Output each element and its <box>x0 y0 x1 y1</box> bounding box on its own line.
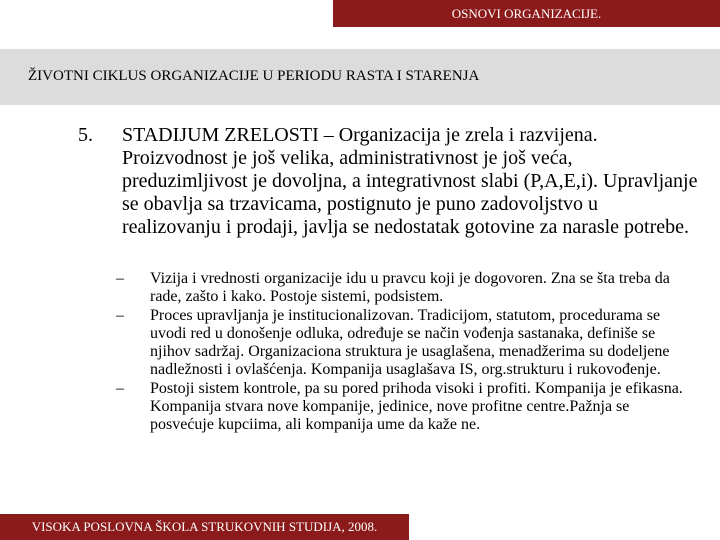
footer-bar <box>0 514 409 540</box>
sub-point-text: Postoji sistem kontrole, pa su pored prihoda visoki i profiti. Kompanija je efikasna. Kompanija stvara nove kompanije, jedinice, nove profitne centre.Pažnja se posvećuje kupciima, ali kompanija ume da kaže ne. <box>150 379 683 434</box>
dash-bullet: – <box>116 379 124 397</box>
main-point <box>78 124 698 239</box>
header-label: OSNOVI ORGANIZACIJE. <box>451 6 602 21</box>
footer-label: VISOKA POSLOVNA ŠKOLA STRUKOVNIH STUDIJA, 2008. <box>31 519 378 534</box>
slide-title: ŽIVOTNI CIKLUS ORGANIZACIJE U PERIODU RASTA I STARENJA <box>28 68 480 84</box>
sub-point-text: Vizija i vrednosti organizacije idu u pravcu koji je dogovoren. Zna se šta treba da rade, zašto i kako. Postoje sistemi, podsistem. <box>150 270 670 306</box>
sub-point-text: Proces upravljanja je institucionalizovan. Tradicijom, statutom, procedurama se uvodi red u donošenje odluka, određuje se način vođenja sastanaka, definiše se njihov sadržaj. Organizaciona struktura je usaglašena, menadžerima su dodeljene nadležnosti i ovlašćenja. Kompanija usaglašava IS, org.strukturu i rukovođenje. <box>150 306 670 379</box>
header-bar <box>333 0 720 27</box>
dash-bullet: – <box>116 270 124 287</box>
sub-point <box>116 380 696 435</box>
sub-point <box>116 307 696 380</box>
sub-points-list <box>116 270 696 435</box>
main-point-text: STADIJUM ZRELOSTI – Organizacija je zrela i razvijena. Proizvodnost je još velika, administrativnost je još veća, preduzimljivost je dovoljna, a integrativnost slabi (P,A,E,i). Upravljanje se obavlja sa trzavicama, postignuto je puno zadovoljstvo u realizovanju i prodaji, javlja se nedostatak gotovine za narasle potrebe. <box>122 124 698 238</box>
main-point-number: 5. <box>78 124 93 146</box>
sub-point <box>116 270 696 307</box>
dash-bullet: – <box>116 306 124 324</box>
